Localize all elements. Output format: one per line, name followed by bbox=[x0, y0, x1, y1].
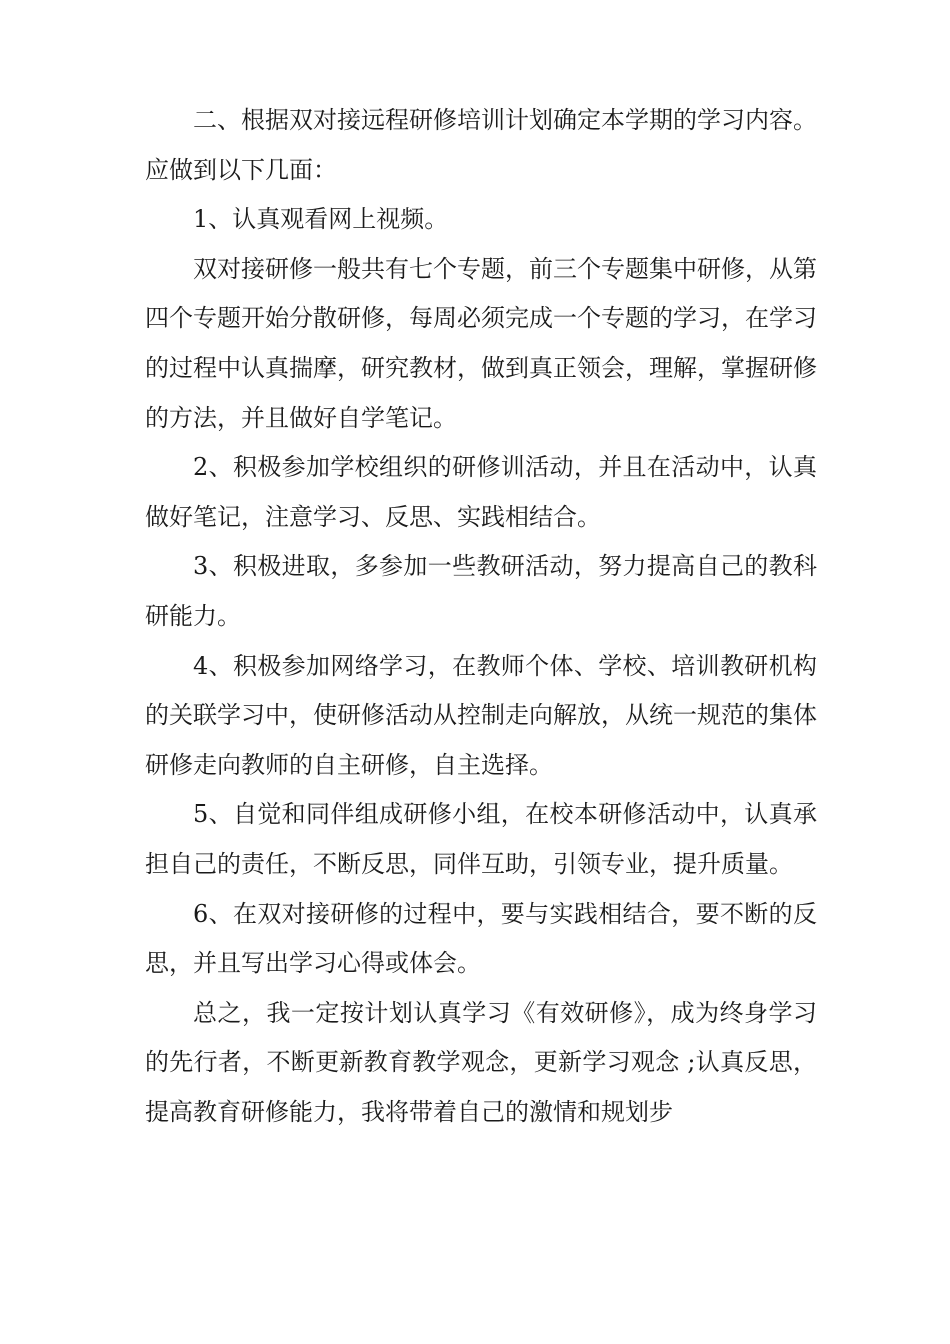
paragraph-conclusion: 总之，我一定按计划认真学习《有效研修》，成为终身学习的先行者，不断更新教育教学观念，更新学习观念 ;认真反思，提高教育研修能力，我将带着自己的激情和规划步 bbox=[145, 998, 817, 1126]
paragraph-item-6: 6、在双对接研修的过程中，要与实践相结合，要不断的反思，并且写出学习心得或体会。 bbox=[145, 899, 817, 978]
paragraph-item-2: 2、积极参加学校组织的研修训活动，并且在活动中，认真做好笔记，注意学习、反思、实践相结合。 bbox=[145, 453, 817, 531]
paragraph-item-3: 3、积极进取，多参加一些教研活动，努力提高自己的教科研能力。 bbox=[145, 552, 817, 630]
paragraph-item-1-title: 1、认真观看网上视频。 bbox=[193, 205, 449, 234]
paragraph-item-1-body: 双对接研修一般共有七个专题，前三个专题集中研修，从第四个专题开始分散研修，每周必须完成一个专题的学习，在学习的过程中认真揣摩，研究教材，做到真正领会，理解，掌握研修的方法，并且做好自学笔记。 bbox=[145, 254, 817, 432]
document-body bbox=[145, 96, 817, 1137]
paragraph-item-5: 5、自觉和同伴组成研修小组，在校本研修活动中，认真承担自己的责任，不断反思，同伴互助，引领专业，提升质量。 bbox=[145, 800, 817, 878]
paragraph-item-4: 4、积极参加网络学习，在教师个体、学校、培训教研机构的关联学习中，使研修活动从控制走向解放，从统一规范的集体研修走向教师的自主研修，自主选择。 bbox=[145, 651, 817, 779]
paragraph-section-heading: 二、根据双对接远程研修培训计划确定本学期的学习内容。应做到以下几面： bbox=[145, 106, 817, 184]
